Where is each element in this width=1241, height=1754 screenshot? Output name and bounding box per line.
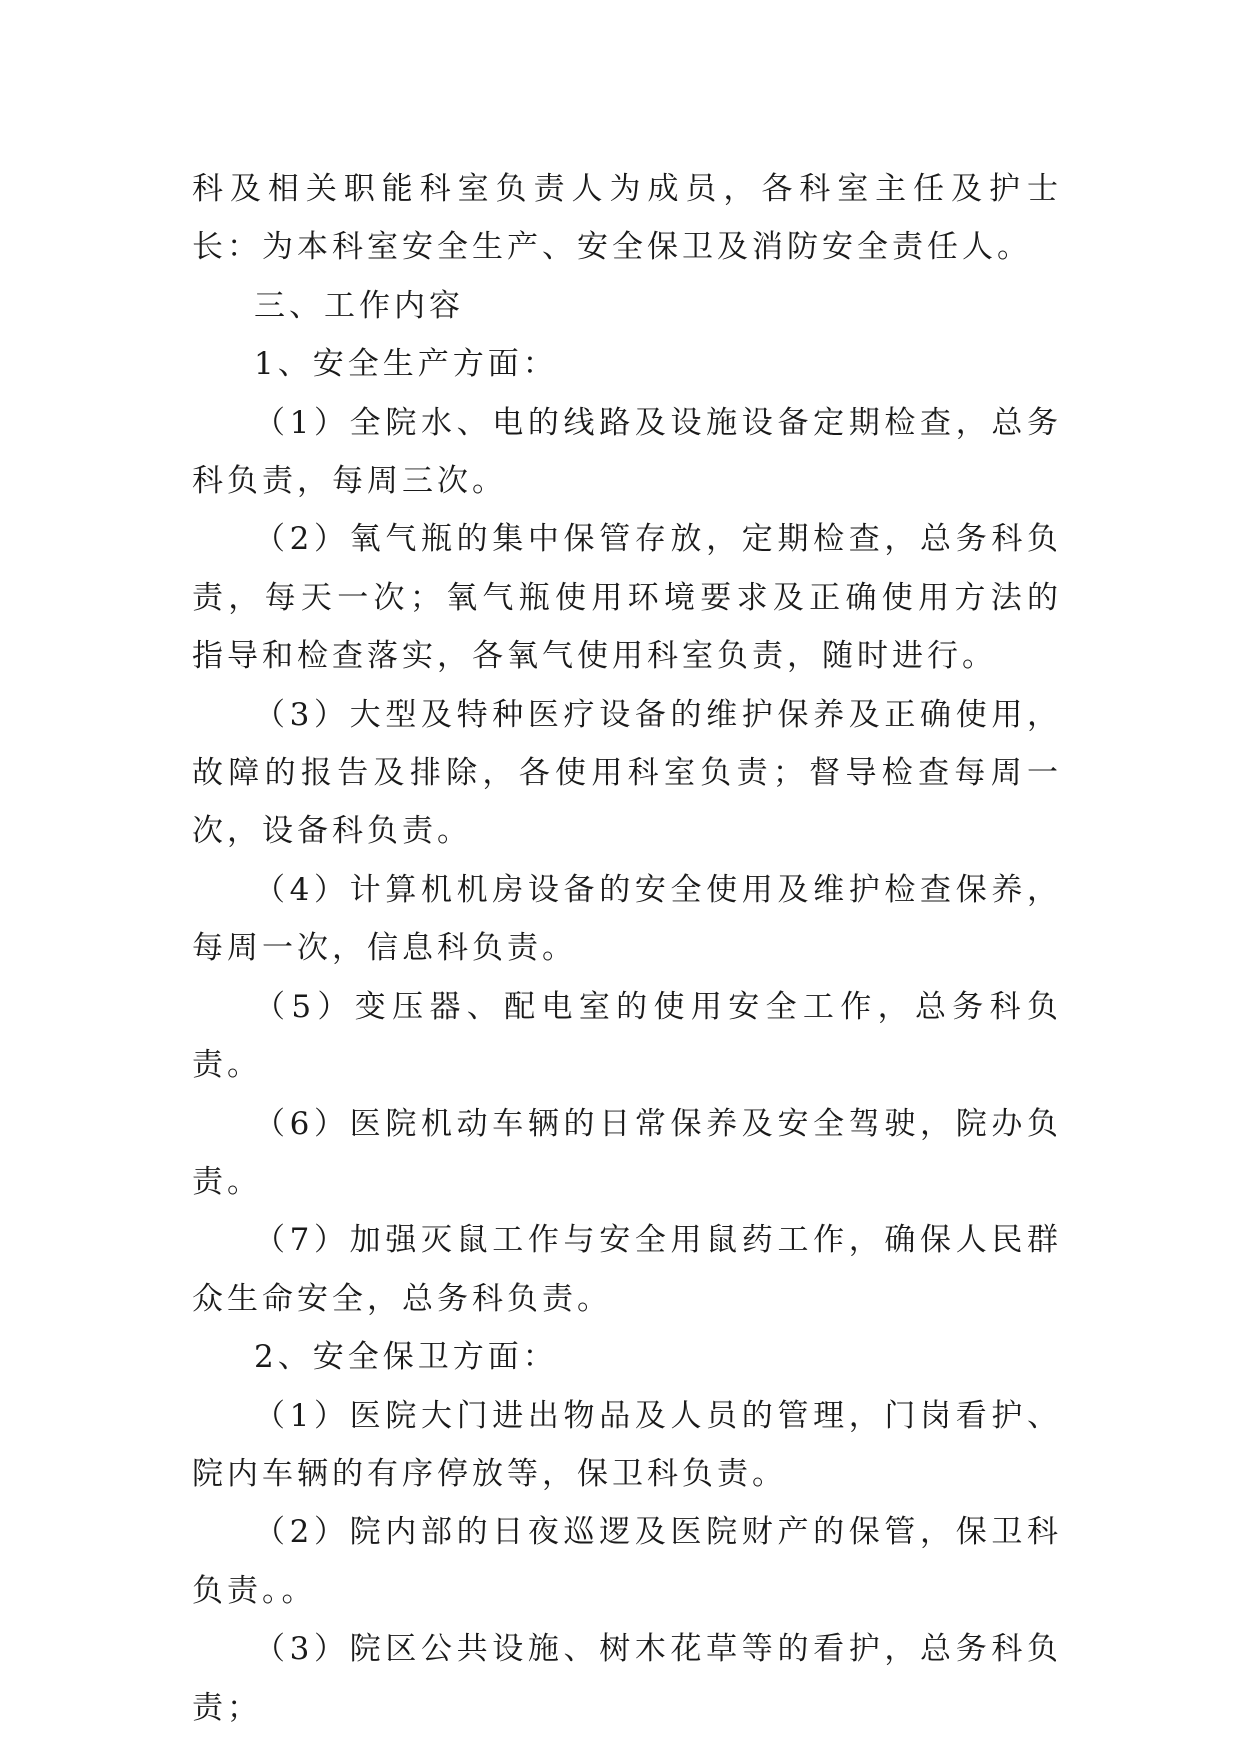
list-item-production-7: （7）加强灭鼠工作与安全用鼠药工作，确保人民群众生命安全，总务科负责。 xyxy=(192,1222,1062,1317)
paragraph-members: 科及相关职能科室负责人为成员，各科室主任及护士长：为本科室安全生产、安全保卫及消防安全责任人。 xyxy=(192,171,1062,266)
list-item-production-5: （5）变压器、配电室的使用安全工作，总务科负责。 xyxy=(192,988,1062,1084)
list-item-production-4: （4）计算机机房设备的安全使用及维护检查保养，每周一次，信息科负责。 xyxy=(192,871,1062,967)
list-item-production-3: （3）大型及特种医疗设备的维护保养及正确使用，故障的报告及排除，各使用科室负责；督导检查每周一次，设备科负责。 xyxy=(192,696,1062,850)
subheading-production-safety: 1、安全生产方面： xyxy=(254,346,558,383)
list-item-production-6: （6）医院机动车辆的日常保养及安全驾驶，院办负责。 xyxy=(192,1105,1062,1200)
list-item-security-2: （2）院内部的日夜巡逻及医院财产的保管，保卫科负责。。 xyxy=(192,1514,1062,1609)
list-item-production-2: （2）氧气瓶的集中保管存放，定期检查，总务科负责，每天一次；氧气瓶使用环境要求及正确使用方法的指导和检查落实，各氧气使用科室负责，随时进行。 xyxy=(192,521,1062,675)
list-item-security-3: （3）院区公共设施、树木花草等的看护，总务科负责； xyxy=(192,1631,1062,1726)
document-body xyxy=(192,160,1062,1737)
list-item-security-1: （1）医院大门进出物品及人员的管理，门岗看护、院内车辆的有序停放等，保卫科负责。 xyxy=(192,1397,1062,1492)
section-heading-work-content: 三、工作内容 xyxy=(254,287,464,324)
subheading-security: 2、安全保卫方面： xyxy=(254,1339,558,1376)
list-item-production-1: （1）全院水、电的线路及设施设备定期检查，总务科负责，每周三次。 xyxy=(192,404,1062,500)
